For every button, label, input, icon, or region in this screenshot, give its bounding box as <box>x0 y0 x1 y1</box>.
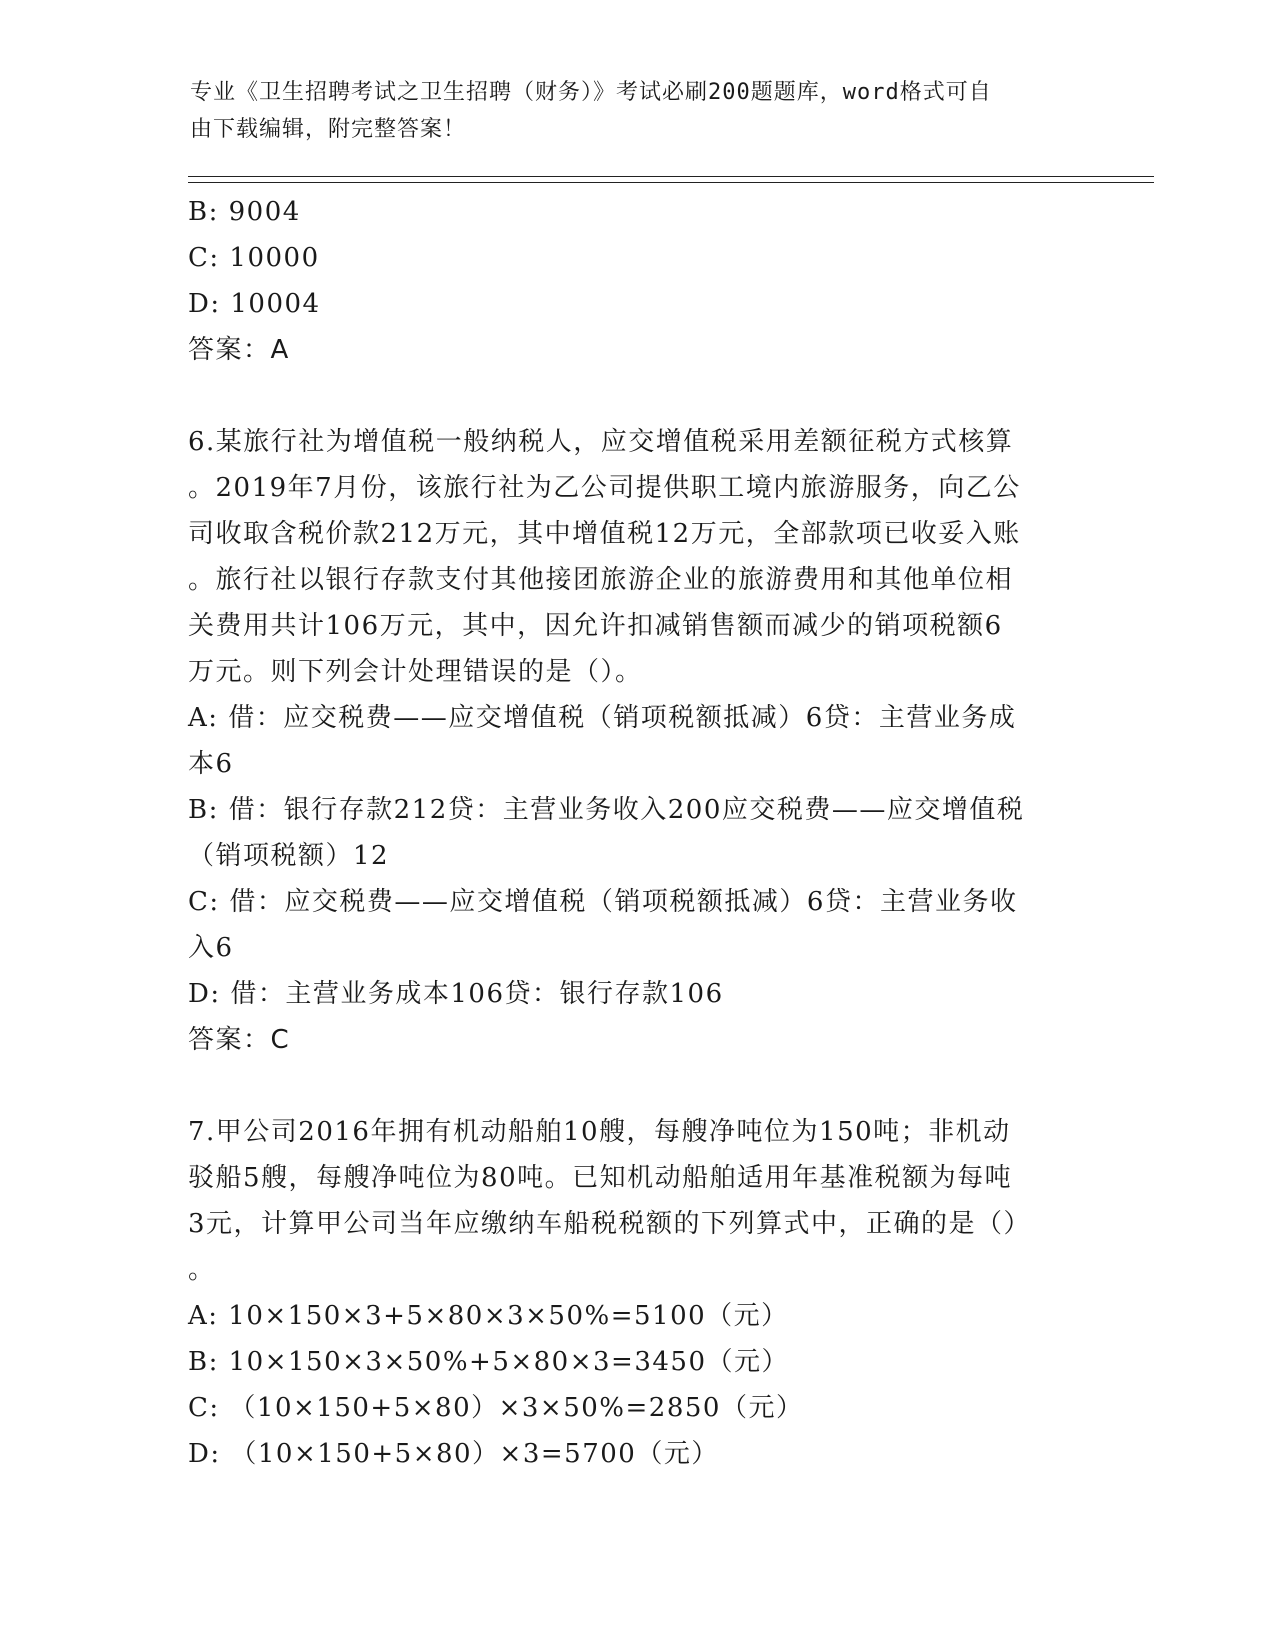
q6-stem-line: 。2019年7月份，该旅行社为乙公司提供职工境内旅游服务，向乙公 <box>188 473 1021 503</box>
q5-answer: 答案：A <box>188 335 290 365</box>
q7-stem-line: 驳船5艘，每艘净吨位为80吨。已知机动船舶适用年基准税额为每吨 <box>188 1163 1013 1193</box>
q6-option-c-cont: 入6 <box>188 933 234 963</box>
spacer <box>188 1063 1088 1109</box>
q6-option-a: A: 借：应交税费——应交增值税（销项税额抵减）6贷：主营业务成 <box>188 703 1017 733</box>
q6-option-b: B: 借：银行存款212贷：主营业务收入200应交税费——应交增值税 <box>188 795 1025 825</box>
q5-option-c: C: 10000 <box>188 243 320 273</box>
q7-option-c: C: （10×150+5×80）×3×50%=2850（元） <box>188 1393 804 1423</box>
q6-option-b-cont: （销项税额）12 <box>188 841 390 871</box>
spacer <box>188 373 1088 419</box>
q6-option-c: C: 借：应交税费——应交增值税（销项税额抵减）6贷：主营业务收 <box>188 887 1018 917</box>
q7-option-d: D: （10×150+5×80）×3=5700（元） <box>188 1439 719 1469</box>
question-content <box>188 189 1088 1477</box>
header-line-1: 专业《卫生招聘考试之卫生招聘（财务）》考试必刷200题题库，word格式可自 <box>190 80 992 105</box>
q6-option-a-cont: 本6 <box>188 749 234 779</box>
header-divider-bottom <box>188 182 1154 183</box>
q6-stem-line: 司收取含税价款212万元，其中增值税12万元，全部款项已收妥入账 <box>188 519 1021 549</box>
q7-option-b: B: 10×150×3×50%+5×80×3=3450（元） <box>188 1347 790 1377</box>
q7-stem-line: 3元，计算甲公司当年应缴纳车船税税额的下列算式中，正确的是（） <box>188 1209 1032 1239</box>
document-header <box>190 74 1090 148</box>
header-line-2: 由下载编辑，附完整答案！ <box>190 117 467 142</box>
q6-option-d: D: 借：主营业务成本106贷：银行存款106 <box>188 979 724 1009</box>
q7-stem-line: 。 <box>188 1255 216 1285</box>
q6-stem-line: 。旅行社以银行存款支付其他接团旅游企业的旅游费用和其他单位相 <box>188 565 1014 595</box>
header-divider-top <box>188 176 1154 177</box>
q6-stem-line: 6.某旅行社为增值税一般纳税人，应交增值税采用差额征税方式核算 <box>188 427 1014 457</box>
q5-option-b: B: 9004 <box>188 197 301 227</box>
q7-stem-line: 7.甲公司2016年拥有机动船舶10艘，每艘净吨位为150吨；非机动 <box>188 1117 1011 1147</box>
q7-option-a: A: 10×150×3+5×80×3×50%=5100（元） <box>188 1301 789 1331</box>
q6-answer: 答案：C <box>188 1025 291 1055</box>
q5-option-d: D: 10004 <box>188 289 321 319</box>
q6-stem-line: 万元。则下列会计处理错误的是（）。 <box>188 657 643 687</box>
q6-stem-line: 关费用共计106万元，其中，因允许扣减销售额而减少的销项税额6 <box>188 611 1003 641</box>
